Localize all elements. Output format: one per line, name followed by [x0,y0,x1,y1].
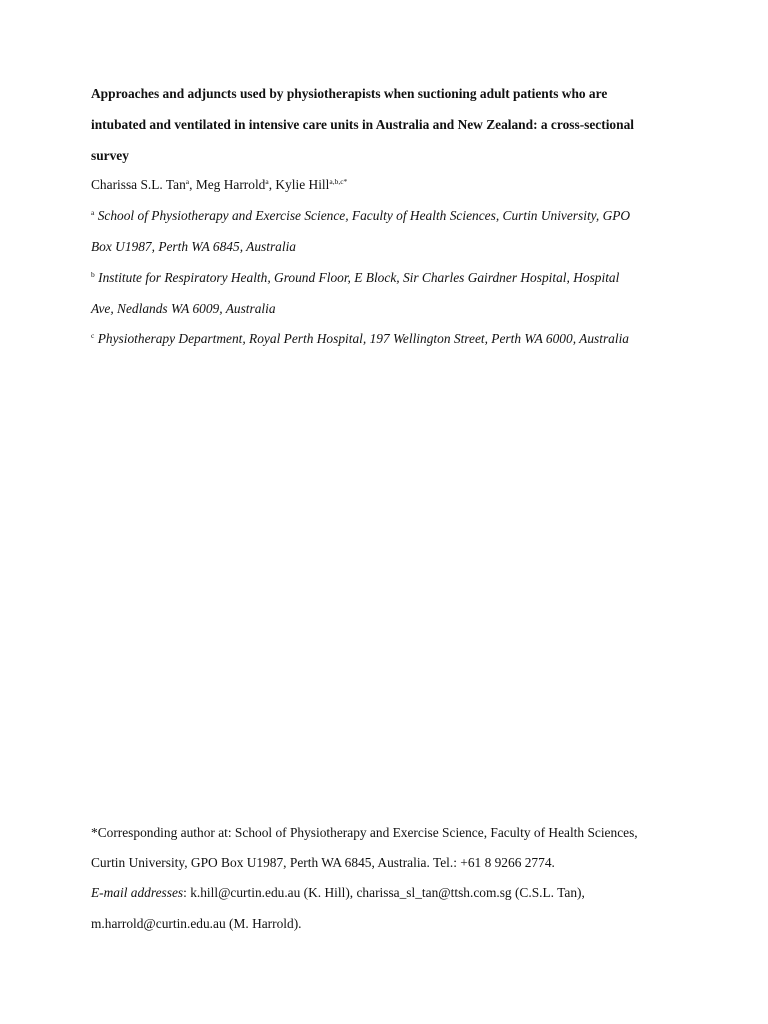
author-name: Meg Harrold [195,177,266,192]
affiliation-text: Physiotherapy Department, Royal Perth Hospital, 197 Wellington Street, Perth WA 6000, Australia [97,331,629,346]
author-affiliation-sup: a,b,c* [329,177,348,186]
author-affiliation-sup: a [185,177,190,186]
correspondence-line-1: *Corresponding author at: School of Physiotherapy and Exercise Science, Faculty of Health Sciences, [91,825,638,840]
affiliation-c [91,331,629,347]
paper-title [91,78,691,171]
affiliation-text: Institute for Respiratory Health, Ground Floor, E Block, Sir Charles Gairdner Hospital, Hospital [98,270,620,285]
author-name: Kylie Hill [275,177,330,192]
title-line-2: intubated and ventilated in intensive care units in Australia and New Zealand: a cross-sectional [91,117,634,132]
email-addresses-line-2: m.harrold@curtin.edu.au (M. Harrold). [91,916,302,931]
title-line-3: survey [91,148,129,163]
affiliation-sup: a [91,208,95,217]
affiliation-sup: b [91,270,95,279]
author-affiliation-sup: a [265,177,269,186]
affiliation-a [91,208,630,224]
author-separator: , [189,177,196,192]
affiliation-sup: c [91,331,95,340]
correspondence-line-2: Curtin University, GPO Box U1987, Perth WA 6845, Australia. Tel.: +61 8 9266 2774. [91,855,555,870]
author-separator: , [268,177,276,192]
affiliation-a-continued: Box U1987, Perth WA 6845, Australia [91,239,296,254]
affiliation-b [91,270,619,286]
author-list [91,177,347,193]
email-addresses-line [91,885,585,901]
affiliation-b-continued: Ave, Nedlands WA 6009, Australia [91,301,276,316]
author-name: Charissa S.L. Tan [91,177,186,192]
title-line-1: Approaches and adjuncts used by physiotherapists when suctioning adult patients who are [91,86,608,101]
email-list: : k.hill@curtin.edu.au (K. Hill), charissa_sl_tan@ttsh.com.sg (C.S.L. Tan), [183,885,585,900]
email-label: E-mail addresses [91,885,184,900]
affiliation-text: School of Physiotherapy and Exercise Science, Faculty of Health Sciences, Curtin University, GPO [97,208,631,223]
